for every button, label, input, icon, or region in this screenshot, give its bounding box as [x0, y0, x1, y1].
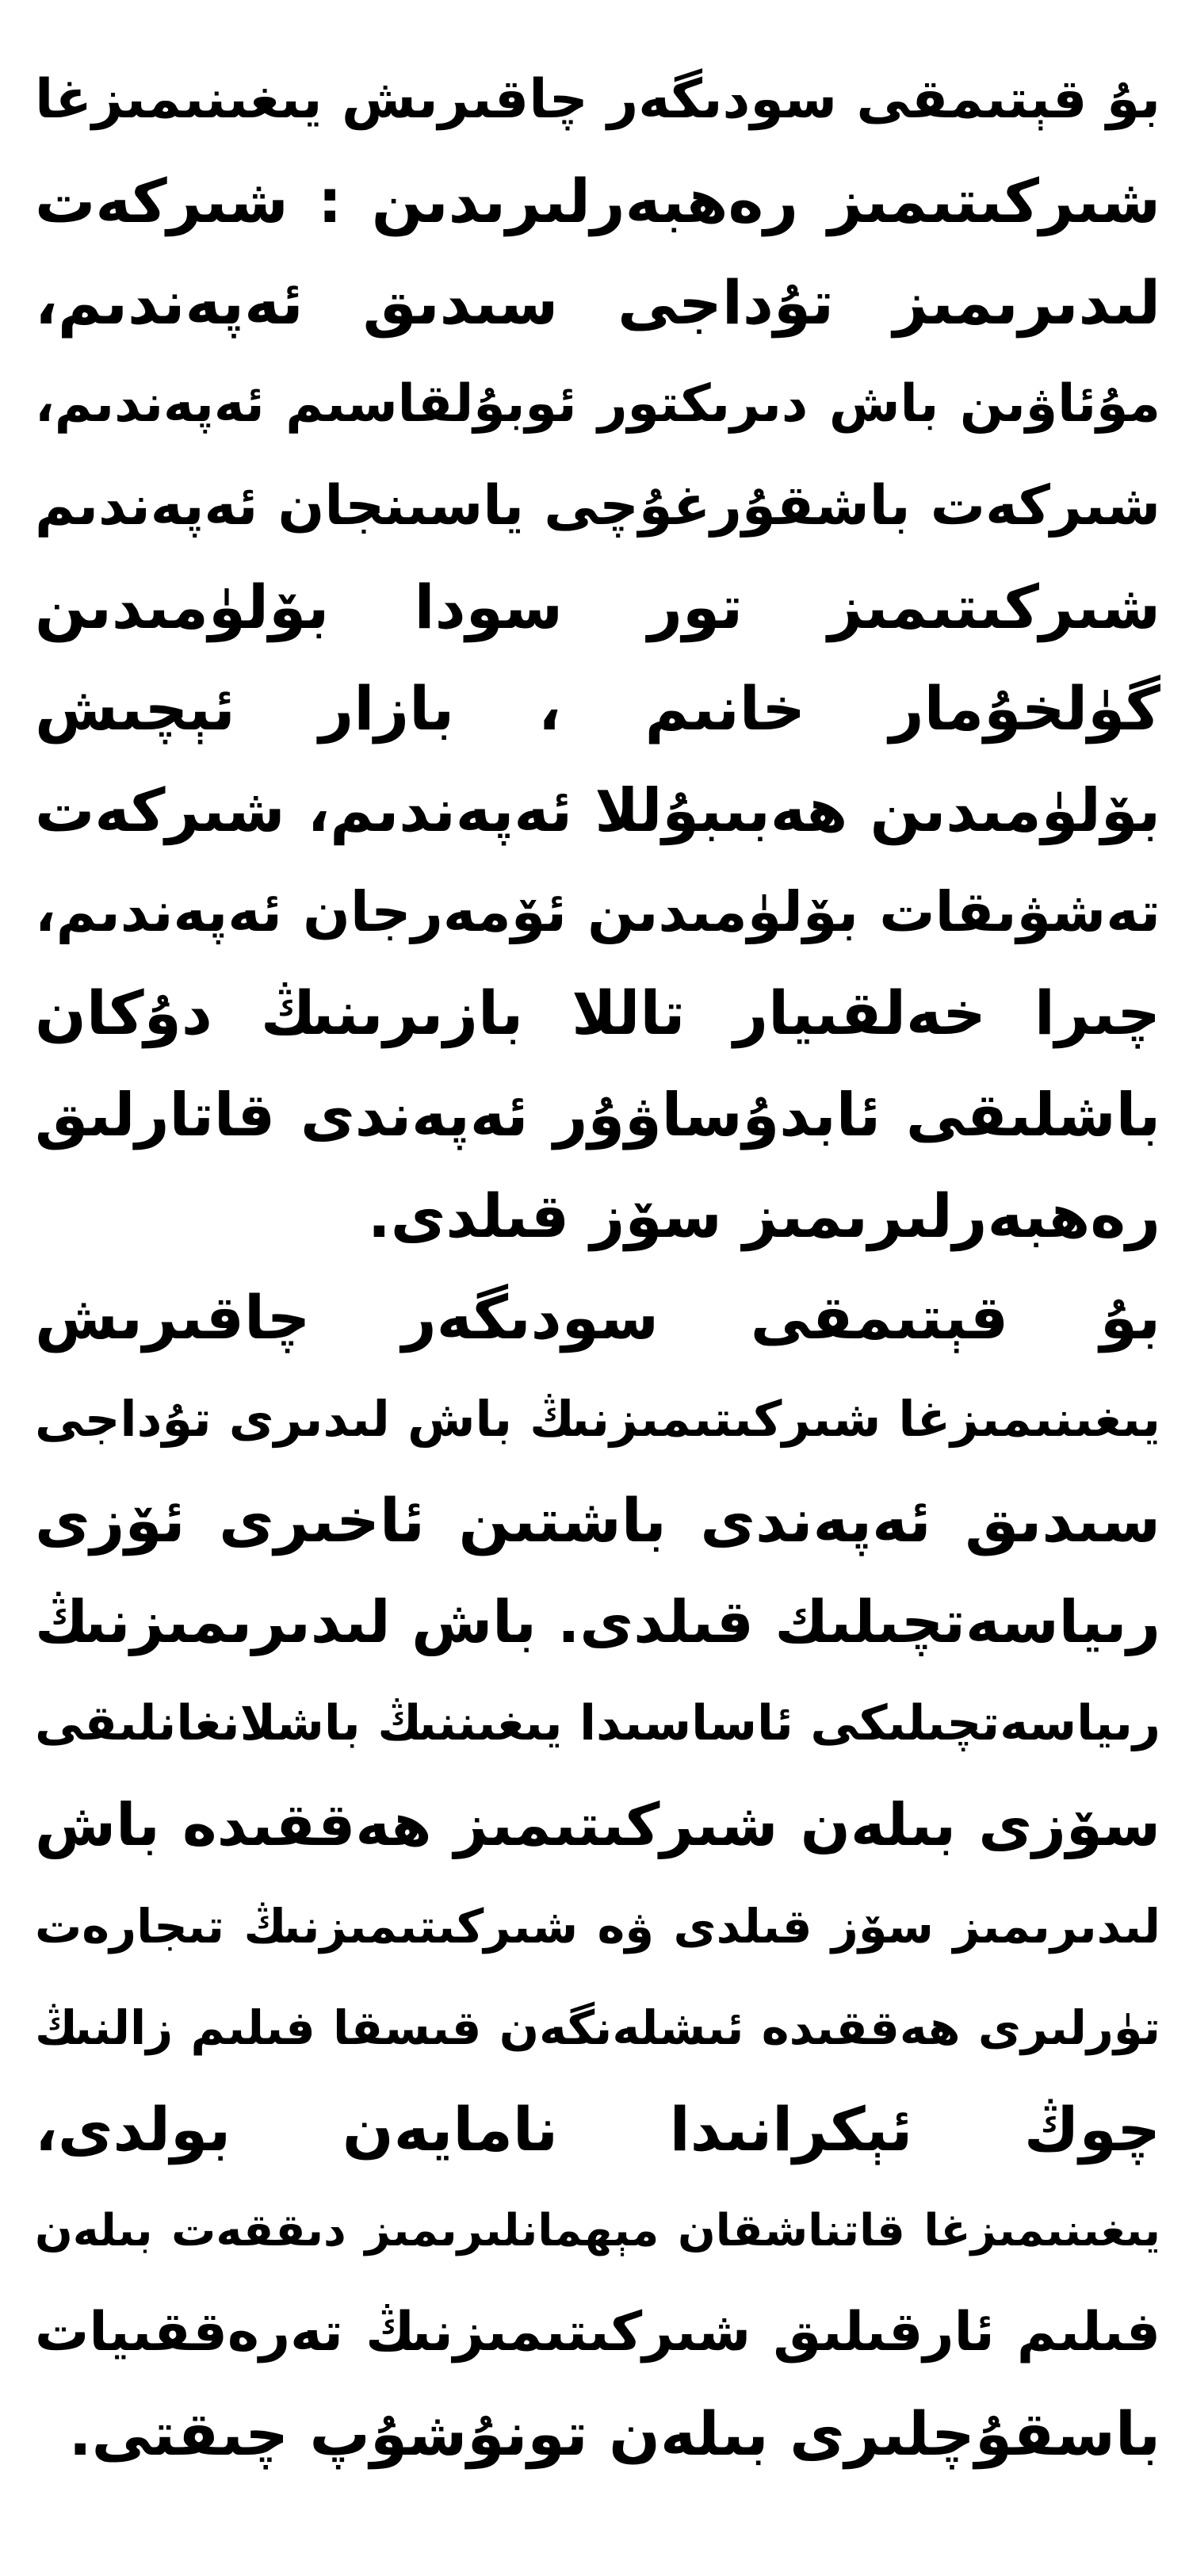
text-line: باشلىقى ئابدۇساۋۇر ئەپەندى قاتارلىق	[35, 1080, 1160, 1150]
text-line: لىدىرىمىز تۇداجى سىدىق ئەپەندىم،	[35, 267, 1160, 338]
text-line: سۆزى بىلەن شىركىتىمىز ھەققىدە باش	[35, 1791, 1160, 1859]
text-line: گۈلخۇمار خانىم ، بازار ئېچىش	[35, 673, 1160, 744]
text-line: شىركىتىمىز رەھبەرلىرىدىن : شىركەت	[35, 166, 1160, 236]
text-line: فىلىم ئارقىلىق شىركىتىمىزنىڭ تەرەققىيات	[35, 2301, 1160, 2364]
text-line: تۈرلىرى ھەققىدە ئىشلەنگەن قىسقا فىلىم زالنىڭ	[35, 2000, 1160, 2055]
text-line: شىركەت باشقۇرغۇچى ياسىنجان ئەپەندىم	[35, 474, 1160, 538]
text-line: مۇئاۋىن باش دىرىكتور ئوبۇلقاسىم ئەپەندىم،	[35, 374, 1160, 434]
text-line: تەشۋىقات بۆلۈمىدىن ئۆمەرجان ئەپەندىم،	[35, 879, 1160, 944]
text-line: بۆلۈمىدىن ھەبىبۇللا ئەپەندىم، شىركەت	[35, 775, 1160, 845]
text-line: باسقۇچلىرى بىلەن تونۇشۇپ چىقتى.	[68, 2398, 1160, 2469]
text-line: يىغىنىمىزغا شىركىتىمىزنىڭ باش لىدىرى تۇداجى	[35, 1390, 1160, 1448]
text-line: چىرا خەلقىيار تاللا بازىرىنىڭ دۇكان	[35, 978, 1160, 1048]
text-line: بۇ قېتىمقى سودىگەر چاقىرىش	[35, 1282, 1160, 1353]
text-line: رىياسەتچىلىك قىلدى. باش لىدىرىمىزنىڭ	[35, 1588, 1160, 1656]
text-line: شىركىتىمىز تور سودا بۆلۈمىدىن	[35, 572, 1160, 642]
text-line: لىدىرىمىز سۆز قىلدى ۋە شىركىتىمىزنىڭ تىجارەت	[35, 1899, 1160, 1954]
text-line: رىياسەتچىلىكى ئاساسىدا يىغىننىڭ باشلانغانلىقى	[35, 1695, 1160, 1751]
paragraph-1	[35, 49, 1160, 1267]
text-line: چوڭ ئېكرانىدا نامايەن بولدى،	[35, 2094, 1160, 2165]
text-line: رەھبەرلىرىمىز سۆز قىلدى.	[367, 1181, 1160, 1251]
text-line: يىغىنىمىزغا قاتناشقان مېھمانلىرىمىز دىققەت بىلەن	[35, 2205, 1160, 2256]
text-line: سىدىق ئەپەندى باشتىن ئاخىرى ئۆزى	[35, 1485, 1160, 1556]
text-line: بۇ قېتىمقى سودىگەر چاقىرىش يىغىنىمىزغا	[35, 68, 1160, 131]
paragraph-2	[35, 1267, 1160, 2485]
